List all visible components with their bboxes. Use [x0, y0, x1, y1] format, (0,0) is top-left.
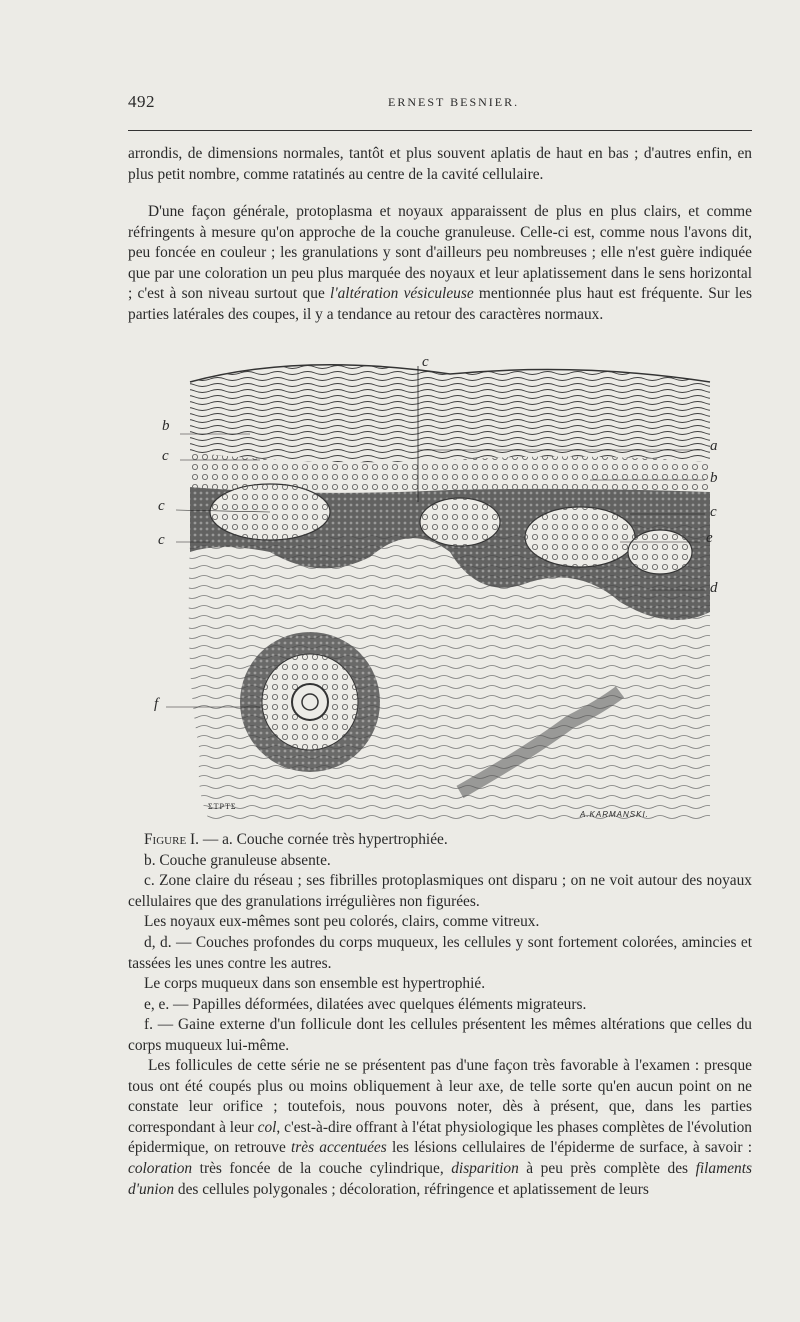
paragraph-follicles: Les follicules de cette série ne se présentent pas d'une façon très favorable à l'examen : presque tous ont été coupés plus ou moins obliquement à leur axe, de telle sorte qu'en aucun point on ne constate leur orifice ; toutefois, nous pouvons noter, dès à présent, que, dans les parties correspondant à leur col, c'est-à-dire offrant à l'état physiologique les phases complètes de l'évolution épidermique, on retrouve très accentuées les lésions cellulaires de l'épiderme de surface, à savoir : coloration très foncée de la couche cylindrique, disparition à peu près complète des filaments d'union des cellules polygonales ; décoloration, réfringence et aplatissement de leurs — [128, 1057, 753, 1198]
caption-line-d2: Le corps muqueux dans son ensemble est hypertrophié. — [144, 975, 486, 993]
figure-label-e: e — [706, 530, 713, 546]
figure-label-c-left-2: c — [158, 498, 165, 514]
paragraph-general-aspect: D'une façon générale, protoplasma et noyaux apparaissent de plus en plus clairs, et comme réfringents à mesure qu'on approche de la couche granuleuse. Celle-ci est, comme nous l'avons dit, peu foncée en couleur ; les granulations y sont d'ailleurs peu nombreuses ; elle n'est guère indiquée que par une coloration un peu plus marquée des noyaux et leur aplatissement dans le sens horizontal ; c'est à son niveau surtout que l'altération vésiculeuse mentionnée plus haut est fréquente. Sur les parties latérales des coupes, il y a tendance au retour des caractères normaux. — [128, 203, 753, 323]
figure-label-a: a — [710, 438, 718, 454]
histology-illustration — [150, 352, 730, 824]
figure-label-b-right: b — [710, 470, 718, 486]
histology-figure — [150, 352, 730, 824]
figure-label-c-left-3: c — [158, 532, 165, 548]
figure-label-f: f — [154, 696, 159, 712]
figure-caption — [128, 830, 752, 1057]
caption-line-b: b. Couche granuleuse absente. — [144, 851, 331, 869]
caption-line-a: Figure I. — a. Couche cornée très hypertrophiée. — [144, 831, 448, 848]
caption-line-d: d, d. — Couches profondes du corps muqueux, les cellules y sont fortement colorées, amincies et tassées les unes contre les autres. — [128, 933, 752, 972]
figure-label-c-right: c — [710, 504, 717, 520]
figure-label-d: d — [710, 580, 718, 596]
caption-line-f: f. — Gaine externe d'un follicule dont les cellules présentent les mêmes altérations que celles du corps muqueux lui-même. — [128, 1016, 752, 1054]
caption-line-c2: Les noyaux eux-mêmes sont peu colorés, clairs, comme vitreux. — [144, 913, 540, 931]
figure-label-c-left-1: c — [162, 448, 169, 464]
artist-signature: A.KARMANSKI. — [580, 810, 649, 819]
figure-label-c-top: c — [422, 354, 429, 370]
running-head: ERNEST BESNIER. — [388, 95, 520, 109]
caption-line-e: e, e. — Papilles déformées, dilatées avec quelques éléments migrateurs. — [144, 995, 587, 1013]
header-rule — [128, 130, 752, 131]
page-number: 492 — [128, 92, 155, 111]
figure-label-b-left: b — [162, 418, 170, 434]
plate-mark: ΣΤΡΤΣ — [208, 802, 237, 811]
paragraph-continuation: arrondis, de dimensions normales, tantôt et plus souvent aplatis de haut en bas ; d'autres enfin, en plus petit nombre, comme ratatinés au centre de la cavité cellulaire. — [128, 145, 752, 183]
page-header — [128, 92, 752, 114]
caption-line-c: c. Zone claire du réseau ; ses fibrilles protoplasmiques ont disparu ; on ne voit autour des noyaux cellulaires que des granulations irrégulières non figurées. — [128, 872, 752, 910]
